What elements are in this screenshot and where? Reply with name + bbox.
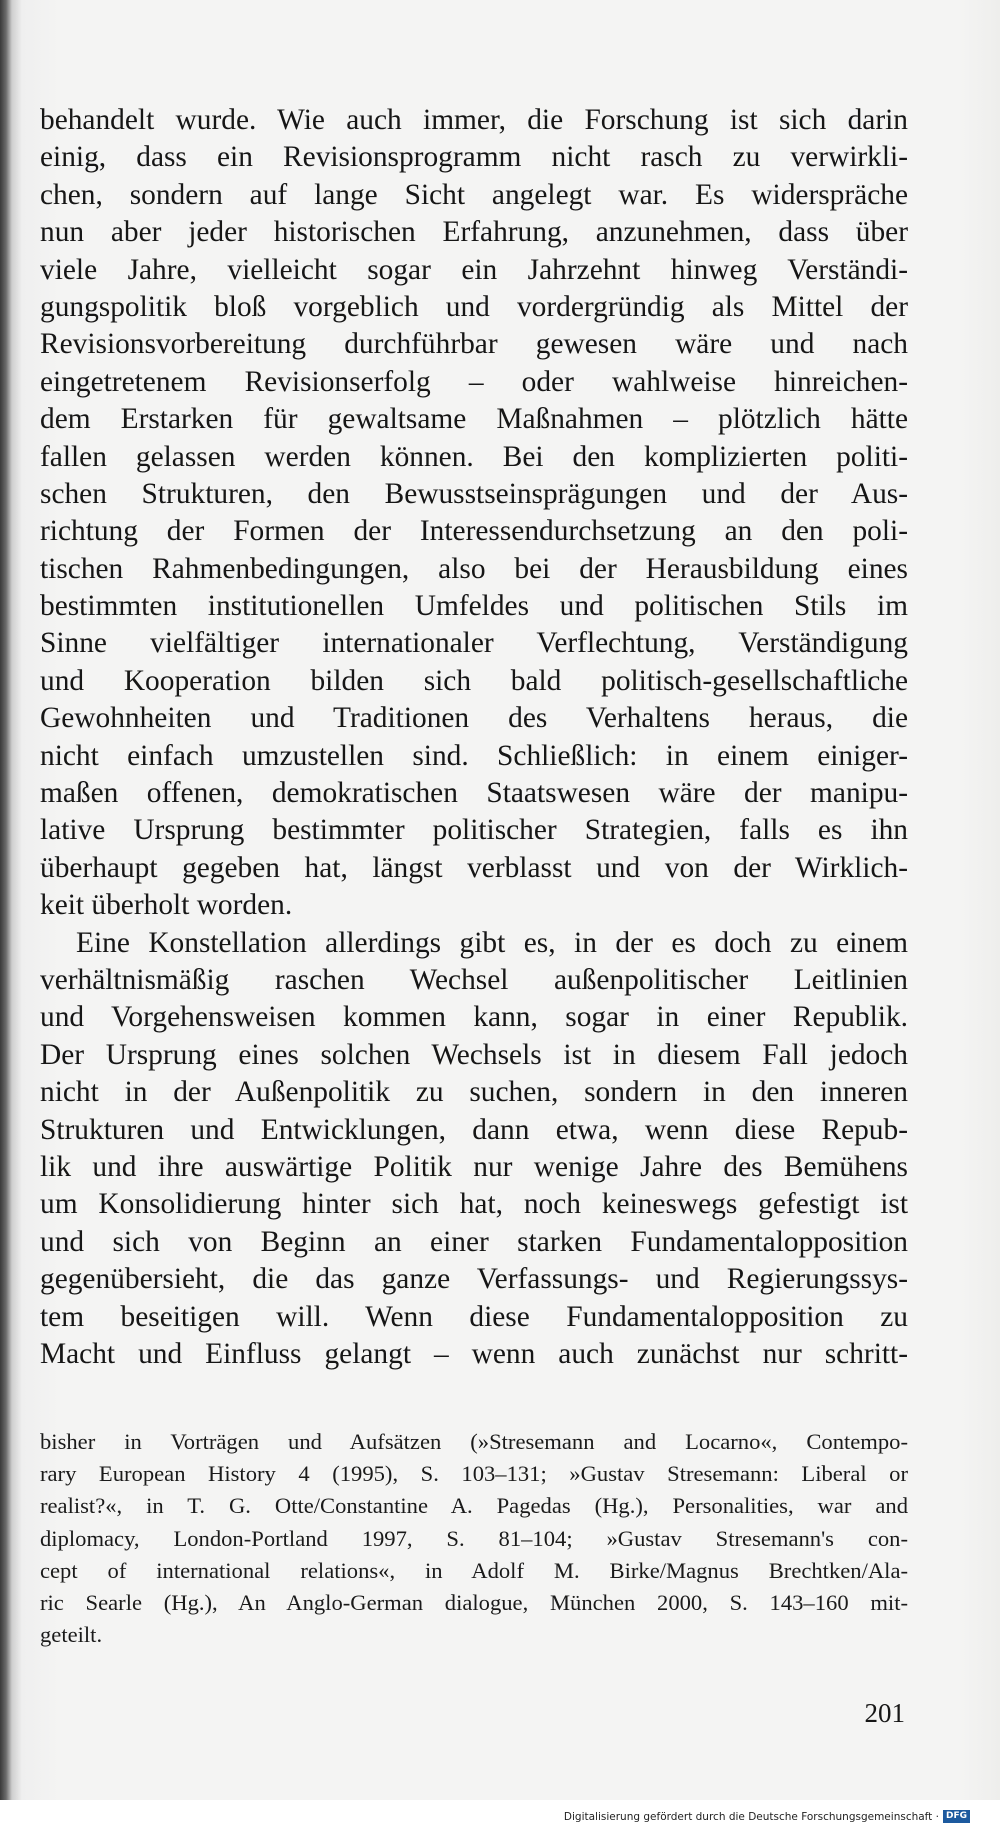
text-line: keit überholt worden. [40,889,293,922]
text-line: fallen gelassen werden können. Bei den komplizierten politi- [40,440,908,473]
text-line: einig, dass ein Revisionsprogramm nicht rasch zu verwirkli- [40,141,908,174]
text-line: tem beseitigen will. Wenn diese Fundamentalopposition zu [40,1300,908,1333]
digitization-credit [564,1810,970,1823]
text-line: überhaupt gegeben hat, längst verblasst und von der Wirklich- [40,851,908,884]
text-line: Macht und Einfluss gelangt – wenn auch zunächst nur schritt- [40,1337,908,1370]
text-line: dem Erstarken für gewaltsame Maßnahmen – plötzlich hätte [40,403,908,436]
text-line: viele Jahre, vielleicht sogar ein Jahrzehnt hinweg Verständi- [40,253,908,286]
footnote [40,1426,908,1651]
dfg-logo: DFG [943,1810,970,1823]
text-line: gegenübersieht, die das ganze Verfassungs- und Regierungssys- [40,1263,908,1296]
text-line: und Vorgehensweisen kommen kann, sogar in einer Republik. [40,1001,908,1034]
footnote-line: ric Searle (Hg.), An Anglo-German dialogue, München 2000, S. 143–160 mit- [40,1589,908,1615]
text-line: verhältnismäßig raschen Wechsel außenpolitischer Leitlinien [40,963,908,996]
text-line: Sinne vielfältiger internationaler Verflechtung, Verständigung [40,627,908,660]
text-line: Revisionsvorbereitung durchführbar gewesen wäre und nach [40,328,908,361]
footnote-line: geteilt. [40,1622,103,1648]
footnote-line: rary European History 4 (1995), S. 103–131; »Gustav Stresemann: Liberal or [40,1461,908,1487]
text-line: Eine Konstellation allerdings gibt es, in der es doch zu einem [76,926,908,959]
footnote-line: realist?«, in T. G. Otte/Constantine A. Pagedas (Hg.), Personalities, war and [40,1493,908,1519]
text-line: um Konsolidierung hinter sich hat, noch keineswegs gefestigt ist [40,1188,908,1221]
text-line: maßen offenen, demokratischen Staatswesen wäre der manipu- [40,777,908,810]
text-line: schen Strukturen, den Bewusstseinsprägungen und der Aus- [40,477,908,510]
text-line: richtung der Formen der Interessendurchsetzung an den poli- [40,515,908,548]
body-text [40,102,908,1373]
page-number: 201 [864,1698,905,1728]
text-line: Gewohnheiten und Traditionen des Verhaltens heraus, die [40,702,908,735]
text-line: lative Ursprung bestimmter politischer Strategien, falls es ihn [40,814,908,847]
footnote-line: diplomacy, London-Portland 1997, S. 81–104; »Gustav Stresemann's con- [40,1525,908,1551]
text-line: tischen Rahmenbedingungen, also bei der Herausbildung eines [40,552,908,585]
text-line: gungspolitik bloß vorgeblich und vordergründig als Mittel der [40,290,908,323]
text-line: Der Ursprung eines solchen Wechsels ist in diesem Fall jedoch [40,1038,908,1071]
credit-text: Digitalisierung gefördert durch die Deutsche Forschungsgemeinschaft · [563,1810,939,1823]
text-line: lik und ihre auswärtige Politik nur wenige Jahre des Bemühens [40,1150,908,1183]
text-line: eingetretenem Revisionserfolg – oder wahlweise hinreichen- [40,365,908,398]
text-line: chen, sondern auf lange Sicht angelegt war. Es widerspräche [40,178,908,211]
text-line: und Kooperation bilden sich bald politisch-gesellschaftliche [40,664,908,697]
text-line: bestimmten institutionellen Umfeldes und politischen Stils im [40,590,908,623]
text-line: Strukturen und Entwicklungen, dann etwa, wenn diese Repub- [40,1113,908,1146]
footnote-line: cept of international relations«, in Adolf M. Birke/Magnus Brechtken/Ala- [40,1557,908,1583]
text-line: nicht einfach umzustellen sind. Schließlich: in einem einiger- [40,739,908,772]
text-line: und sich von Beginn an einer starken Fundamentalopposition [40,1225,908,1258]
footnote-line: bisher in Vorträgen und Aufsätzen (»Stresemann and Locarno«, Contempo- [40,1429,908,1454]
text-line: behandelt wurde. Wie auch immer, die Forschung ist sich darin [40,104,908,136]
text-line: nun aber jeder historischen Erfahrung, anzunehmen, dass über [40,216,908,249]
text-line: nicht in der Außenpolitik zu suchen, sondern in den inneren [40,1076,908,1109]
